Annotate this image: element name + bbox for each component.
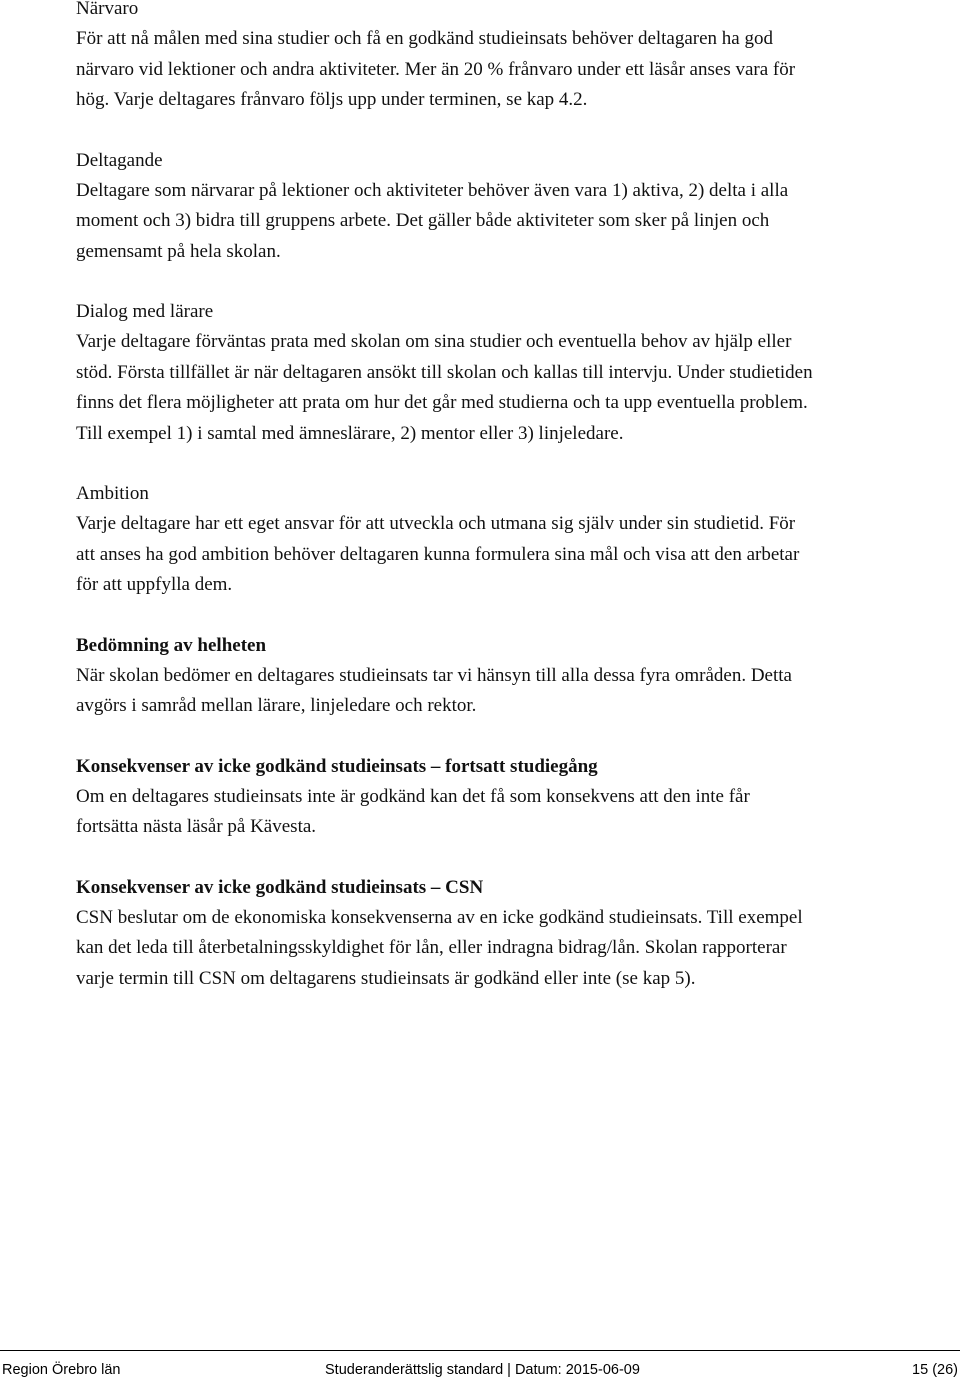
section-ambition (76, 479, 816, 601)
section-paragraph: För att nå målen med sina studier och få en godkänd studieinsats behöver deltagaren ha god närvaro vid lektioner och andra aktiviteter. Mer än 20 % frånvaro under ett läsår anses vara för hög. Varje deltagares frånvaro följs upp under terminen, se kap 4.2. (76, 28, 796, 110)
section-paragraph: När skolan bedömer en deltagares studieinsats tar vi hänsyn till alla dessa fyra områden. Detta avgörs i samråd mellan lärare, linjeledare och rektor. (76, 664, 792, 716)
section-konsekvenser-csn (76, 873, 816, 995)
section-paragraph: CSN beslutar om de ekonomiska konsekvenserna av en icke godkänd studieinsats. Till exempel kan det leda till återbetalningsskyldighet för lån, eller indragna bidrag/lån. Skolan rapporterar varje termin till CSN om deltagarens studieinsats är godkänd eller inte (se kap 5). (76, 906, 803, 989)
section-heading: Konsekvenser av icke godkänd studieinsats – fortsatt studiegång (76, 755, 598, 777)
footer-organization: Region Örebro län (2, 1362, 121, 1378)
section-heading: Bedömning av helheten (76, 634, 267, 656)
section-narvaro (76, 0, 816, 116)
section-paragraph: Om en deltagares studieinsats inte är godkänd kan det få som konsekvens att den inte får fortsätta nästa läsår på Kävesta. (76, 785, 750, 837)
section-heading: Ambition (76, 483, 149, 504)
page-footer (0, 1350, 960, 1382)
section-heading: Deltagande (76, 149, 163, 171)
section-dialog (76, 297, 816, 449)
section-heading: Konsekvenser av icke godkänd studieinsats – CSN (76, 876, 484, 898)
section-bedomning (76, 631, 816, 722)
section-paragraph: Deltagare som närvarar på lektioner och aktiviteter behöver även vara 1) aktiva, 2) delta i alla moment och 3) bidra till gruppens arbete. Det gäller både aktiviteter som sker på linjen och gemensamt på hela skolan. (76, 179, 789, 262)
section-heading: Dialog med lärare (76, 301, 214, 322)
section-paragraph: Varje deltagare har ett eget ansvar för att utveckla och utmana sig själv under sin studietid. För att anses ha god ambition behöver deltagaren kunna formulera sina mål och visa att den arbetar för att uppfylla dem. (76, 513, 800, 595)
section-paragraph: Varje deltagare förväntas prata med skolan om sina studier och eventuella behov av hjälp eller stöd. Första tillfället är när deltagaren ansökt till skolan och kallas till intervju. Under studietiden finns det flera möjligheter att prata om hur det går med studierna och ta upp eventuella problem. Till exempel 1) i samtal med ämneslärare, 2) mentor eller 3) linjeledare. (76, 331, 813, 444)
footer-document-info: Studeranderättslig standard | Datum: 2015-06-09 (325, 1362, 640, 1378)
footer-page-number: 15 (26) (912, 1362, 958, 1378)
section-konsekvenser-studiegang (76, 752, 816, 843)
section-deltagande (76, 146, 816, 268)
page-body (76, 0, 816, 1024)
section-heading: Närvaro (76, 0, 139, 19)
